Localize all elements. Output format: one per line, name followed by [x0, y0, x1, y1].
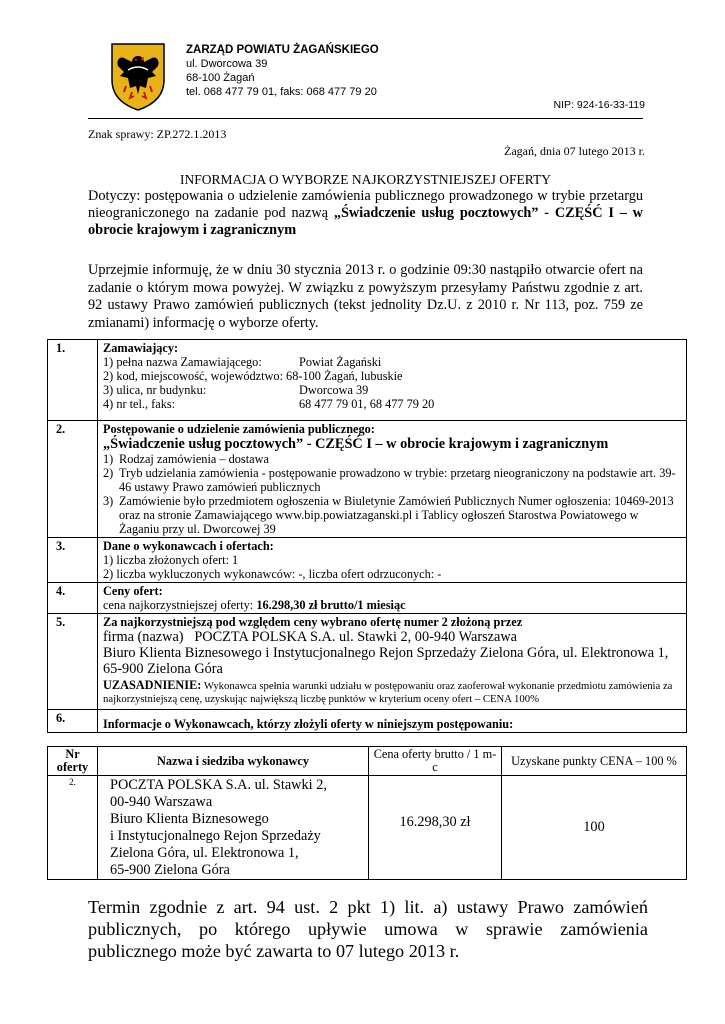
section-heading: Zamawiający: — [103, 341, 179, 355]
section-heading: Dane o wykonawcach i ofertach: — [103, 539, 274, 553]
bid-price: 16.298,30 zł — [369, 776, 502, 880]
table-header-row — [48, 747, 687, 776]
firm-branch: Biuro Klienta Biznesowego i Instytucjonalnego Rejon Sprzedaży Zielona Góra, ul. Elektronowa 1, 65-900 Zielona Góra — [103, 645, 669, 677]
section-heading: Za najkorzystniejszą pod względem ceny wybrano ofertę numer 2 złożoną przez — [103, 615, 523, 629]
field-label: 4) nr tel., faks: — [103, 397, 176, 411]
organization-city: 68-100 Żagań — [186, 72, 255, 84]
organization-phone: tel. 068 477 79 01, faks: 068 477 79 20 — [186, 86, 377, 98]
organization-name: ZARZĄD POWIATU ŻAGAŃSKIEGO — [186, 44, 379, 56]
info-table — [47, 339, 687, 733]
section-number: 6. — [48, 710, 98, 733]
field-row: 2) kod, miejscowość, województwo: 68-100 Żagań, lubuskie — [103, 369, 403, 383]
nip-number: NIP: 924-16-33-119 — [553, 99, 645, 111]
section-contracting-authority — [48, 340, 687, 421]
document-title: INFORMACJA O WYBORZE NAJKORZYSTNIEJSZEJ OFERTY — [180, 172, 551, 187]
list-item: 1) Rodzaj zamówienia – dostawa — [103, 452, 269, 466]
section-number: 5. — [48, 614, 98, 710]
justification — [103, 677, 681, 708]
best-price-row: cena najkorzystniejszej oferty: 16.298,30 zł brutto/1 miesiąc — [103, 598, 406, 612]
section-prices — [48, 583, 687, 614]
section-body — [98, 583, 687, 614]
firm-label: firma (nazwa) — [103, 629, 184, 645]
section-body — [98, 538, 687, 583]
section-bidders-data — [48, 538, 687, 583]
subject-paragraph — [88, 188, 643, 239]
section-number: 3. — [48, 538, 98, 583]
column-header-price: Cena oferty brutto / 1 m-c — [369, 747, 502, 776]
field-value: Powiat Żagański — [299, 355, 382, 369]
table-row — [48, 776, 687, 880]
justification-text: Wykonawca spełnia warunki udziału w postępowaniu oraz zaoferował wykonanie przedmiotu zamówienia za najkorzystniejszą cenę, uzyskując największą liczbę punktów w kryterium oceny ofert – CENA 100% — [103, 680, 673, 705]
column-header-nr: Nr oferty — [48, 747, 98, 776]
bid-name: POCZTA POLSKA S.A. ul. Stawki 2, 00-940 Warszawa Biuro Klienta Biznesowego i Instytucjonalnego Rejon Sprzedaży Zielona Góra, ul. Elektronowa 1, 65-900 Zielona Góra — [98, 776, 369, 880]
closing-paragraph: Termin zgodnie z art. 94 ust. 2 pkt 1) lit. a) ustawy Prawo zamówień publicznych, po którego upływie umowa w sprawie zamówienia publicznego może być zawarta to 07 lutego 2013 r. — [88, 897, 648, 961]
field-row: 1) liczba złożonych ofert: 1 — [103, 553, 239, 567]
document-date: Żagań, dnia 07 lutego 2013 r. — [504, 144, 645, 158]
header-divider — [88, 118, 643, 119]
county-crest-icon — [110, 42, 166, 112]
bid-nr: 2. — [48, 776, 98, 880]
section-selected-offer — [48, 614, 687, 710]
column-header-name: Nazwa i siedziba wykonawcy — [98, 747, 369, 776]
section-body — [98, 340, 687, 421]
section-body — [98, 614, 687, 710]
column-header-points: Uzyskane punkty CENA – 100 % — [502, 747, 687, 776]
firm-value: POCZTA POLSKA S.A. ul. Stawki 2, 00-940 Warszawa — [194, 629, 518, 645]
field-value: 68 477 79 01, 68 477 79 20 — [299, 397, 435, 411]
section-heading: Postępowanie o udzielenie zamówienia publicznego: — [103, 422, 375, 436]
section-heading: Informacje o Wykonawcach, którzy złożyli oferty w niniejszym postępowaniu: — [103, 717, 514, 731]
field-label: 3) ulica, nr budynku: — [103, 383, 207, 397]
section-bidders-info — [48, 710, 687, 733]
list-item: 3) Zamówienie było przedmiotem ogłoszenia w Biuletynie Zamówień Publicznych Numer ogłoszenia: 10469-2013 oraz na stronie Zamawiającego www.bip.powiatzaganski.pl i Tablicy ogłoszeń Starostwa Powiatowego w Żaganiu przy ul. Dworcowej 39 — [103, 494, 674, 536]
case-reference: Znak sprawy: ZP.272.1.2013 — [88, 127, 227, 141]
subject-task-name: „Świadczenie usług pocztowych” - CZĘŚĆ I – w obrocie krajowym i zagranicznym — [88, 205, 644, 238]
procedure-list — [103, 452, 681, 536]
organization-street: ul. Dworcowa 39 — [186, 58, 268, 70]
section-number: 1. — [48, 340, 98, 421]
section-number: 2. — [48, 421, 98, 538]
firm-row — [103, 629, 681, 645]
bid-points: 100 — [502, 776, 687, 880]
best-price-value: 16.298,30 zł brutto/1 miesiąc — [256, 598, 406, 612]
organization-header — [186, 43, 379, 99]
section-body — [98, 710, 687, 733]
subject-text: Dotyczy: postępowania o udzielenie zamówienia publicznego prowadzonego w trybie przetargu nieograniczonego na zadanie pod nazwą — [88, 188, 643, 221]
section-procedure — [48, 421, 687, 538]
field-label: 1) pełna nazwa Zamawiającego: — [103, 355, 262, 369]
field-value: Dworcowa 39 — [299, 383, 369, 397]
section-body — [98, 421, 687, 538]
section-number: 4. — [48, 583, 98, 614]
intro-paragraph: Uprzejmie informuję, że w dniu 30 stycznia 2013 r. o godzinie 09:30 nastąpiło otwarcie ofert na zadanie o którym mowa powyżej. W związku z powyższym przesyłamy Państwu zgodnie z art. 92 ustawy Prawo zamówień publicznych (tekst jednolity Dz.U. z 2010 r. Nr 113, poz. 759 ze zmianami) informację o wyborze oferty. — [88, 262, 643, 331]
procedure-name: „Świadczenie usług pocztowych” - CZĘŚĆ I – w obrocie krajowym i zagranicznym — [103, 436, 609, 452]
field-row: 2) liczba wykluczonych wykonawców: -, liczba ofert odrzuconych: - — [103, 567, 442, 581]
section-heading: Ceny ofert: — [103, 584, 163, 598]
list-item: 2) Tryb udzielania zamówienia - postępowanie prowadzono w trybie: przetarg nieograniczony na podstawie art. 39-46 ustawy Prawo zamówień publicznych — [103, 466, 676, 494]
justification-label: UZASADNIENIE: — [103, 678, 202, 692]
bids-table — [47, 746, 687, 880]
